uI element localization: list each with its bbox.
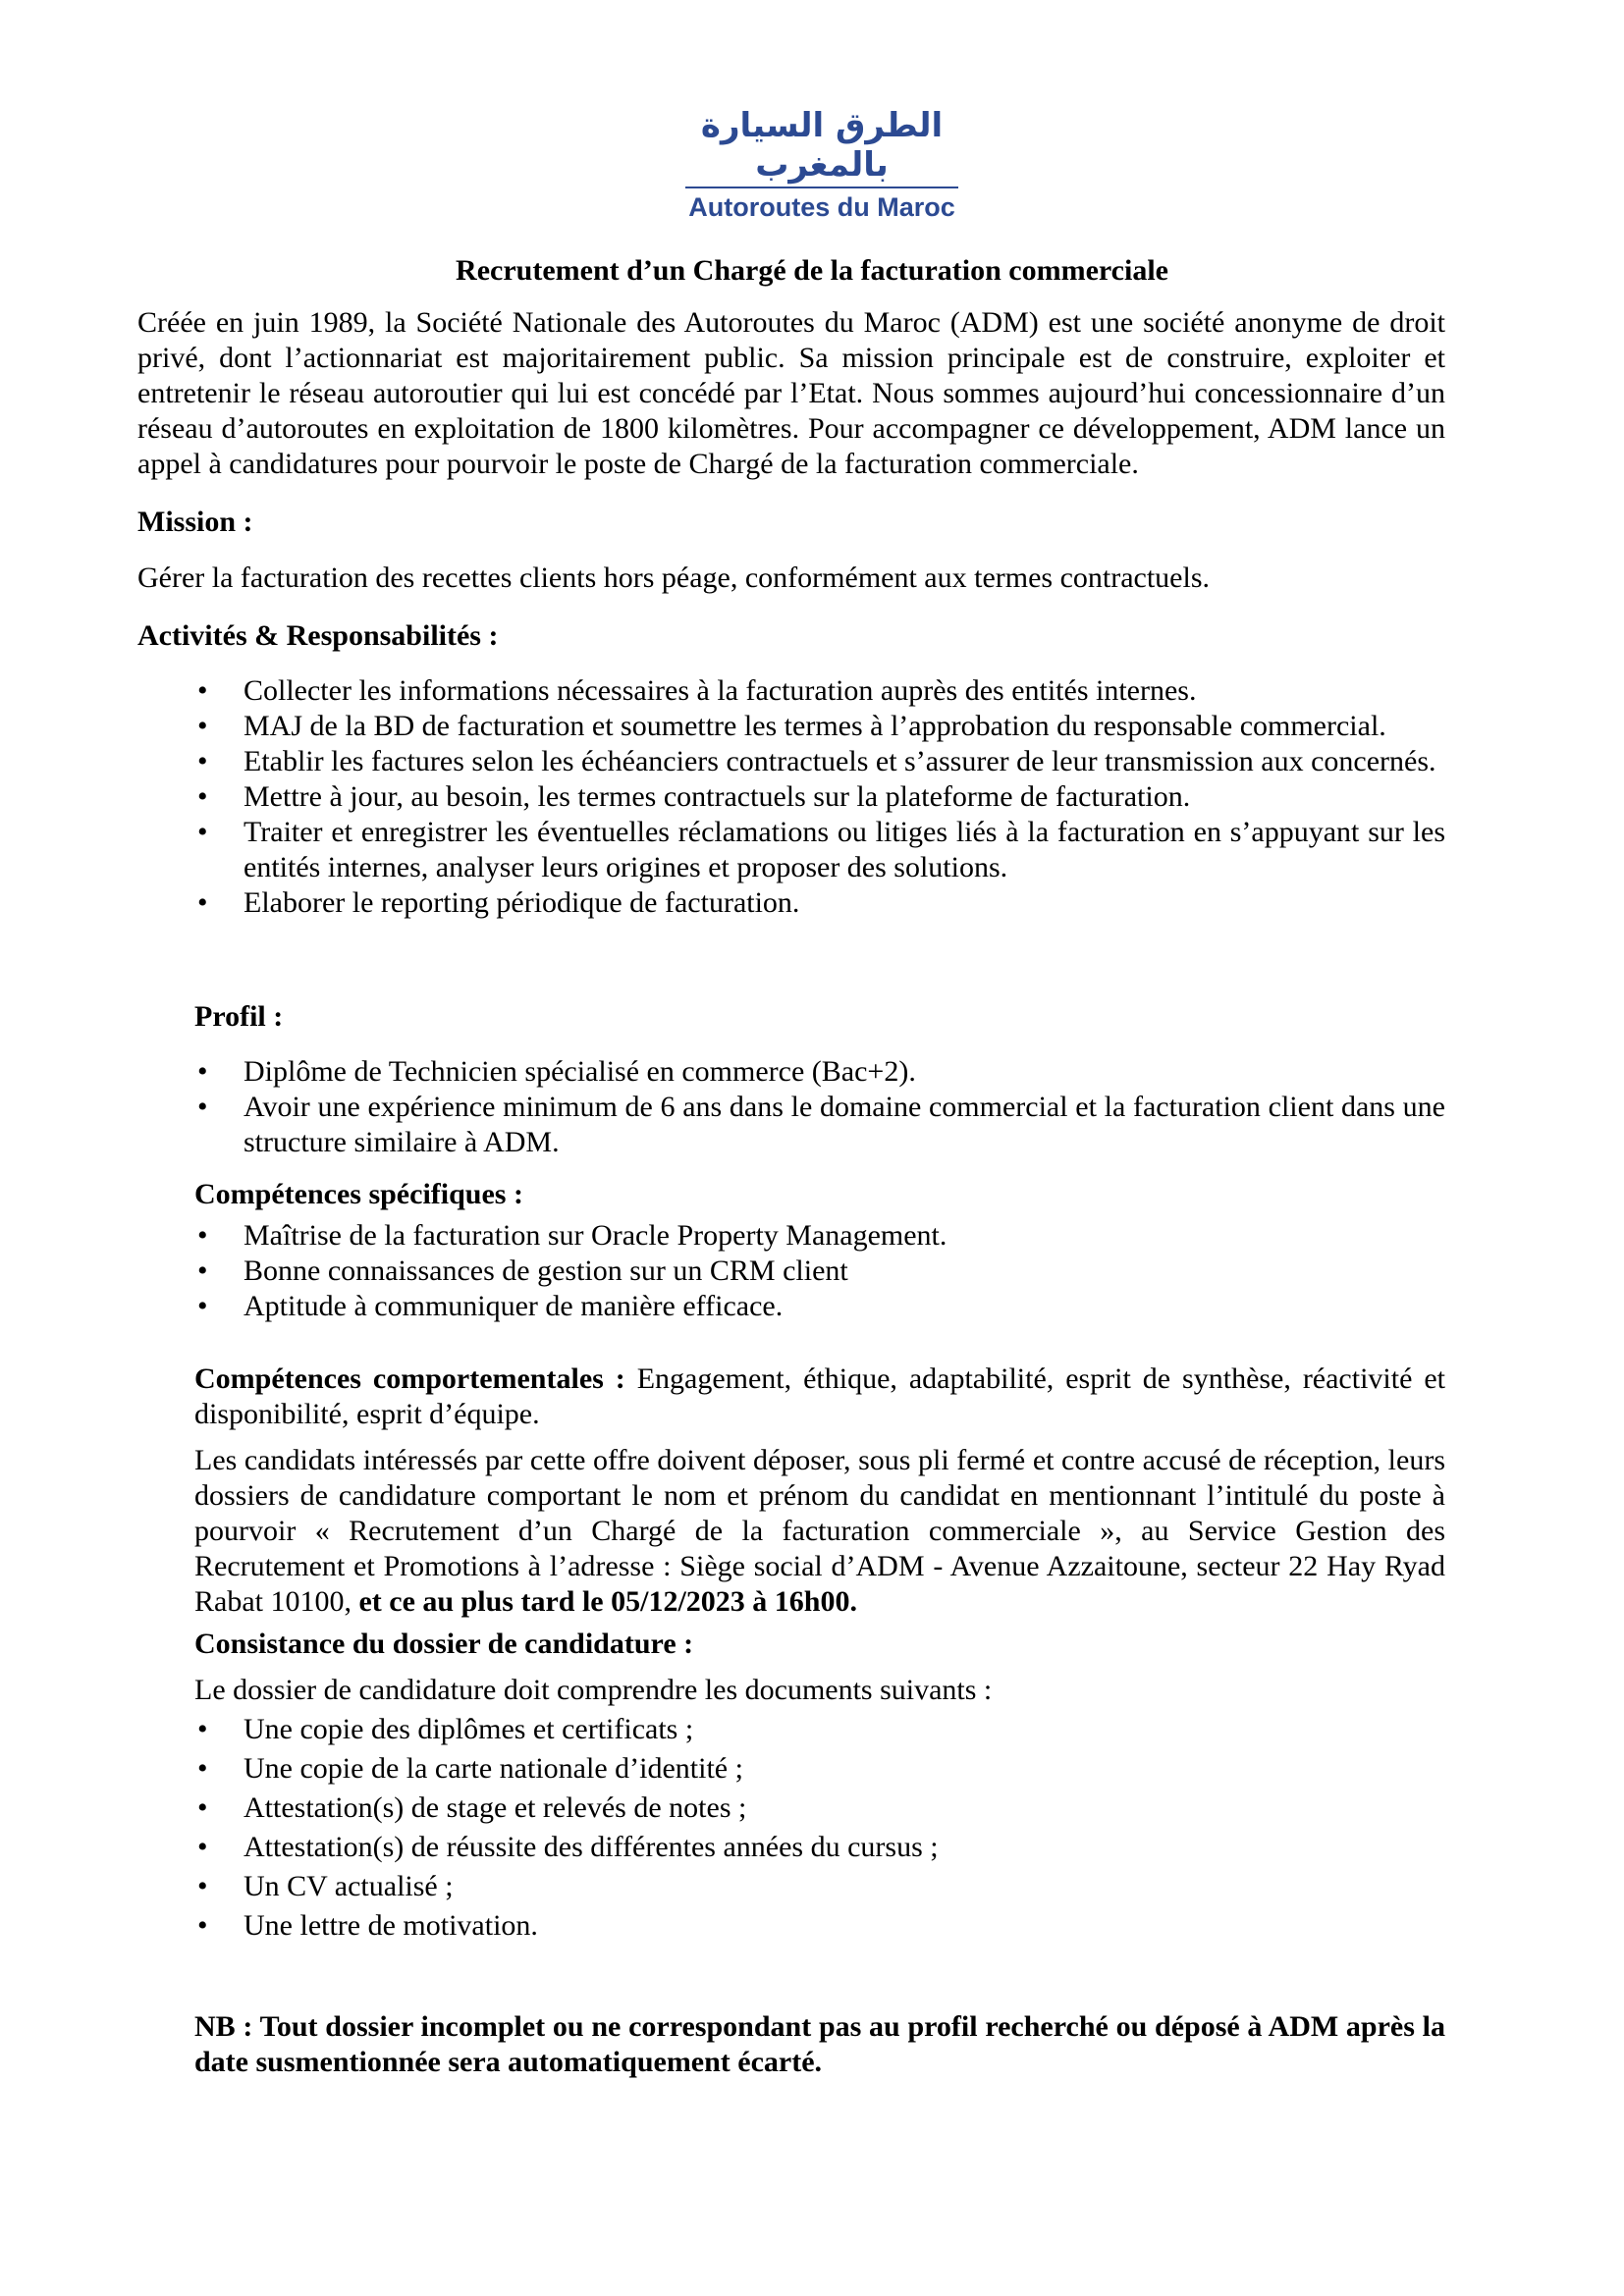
list-item: • Elaborer le reporting périodique de facturation.: [194, 885, 1445, 921]
list-item: • Une copie de la carte nationale d’identité ;: [194, 1751, 1445, 1787]
dossier-intro: Le dossier de candidature doit comprendre les documents suivants :: [194, 1674, 993, 1706]
list-item: • Collecter les informations nécessaires à la facturation auprès des entités internes.: [194, 673, 1445, 709]
behavioral-skills-paragraph: [194, 1362, 1445, 1432]
list-item: • Avoir une expérience minimum de 6 ans dans le domaine commercial et la facturation client dans une structure similaire à ADM.: [194, 1090, 1445, 1160]
list-item: • Une lettre de motivation.: [194, 1908, 1445, 1944]
dossier-list: [194, 1712, 1445, 1948]
list-item: • Aptitude à communiquer de manière efficace.: [194, 1289, 1445, 1324]
list-item: • Bonne connaissances de gestion sur un CRM client: [194, 1254, 1445, 1289]
application-paragraph: [194, 1443, 1445, 1620]
list-item: • Une copie des diplômes et certificats ;: [194, 1712, 1445, 1747]
list-item: • Maîtrise de la facturation sur Oracle Property Management.: [194, 1218, 1445, 1254]
list-item: • Traiter et enregistrer les éventuelles réclamations ou litiges liés à la facturation en s’appuyant sur les entités internes, analyser leurs origines et proposer des solutions.: [194, 815, 1445, 885]
specific-skills-heading: Compétences spécifiques :: [194, 1178, 523, 1210]
behavioral-skills-text: Engagement, éthique, adaptabilité, esprit de synthèse, réactivité et disponibilité, esprit d’équipe.: [194, 1362, 1446, 1430]
list-item: • Etablir les factures selon les échéanciers contractuels et s’assurer de leur transmission aux concernés.: [194, 744, 1445, 779]
mission-heading: Mission :: [137, 506, 253, 538]
intro-paragraph: Créée en juin 1989, la Société Nationale des Autoroutes du Maroc (ADM) est une société anonyme de droit privé, dont l’actionnariat est majoritairement public. Sa mission principale est de construire, exploiter et entretenir le réseau autoroutier qui lui est concédé par l’Etat. Nous sommes aujourd’hui concessionnaire d’un réseau d’autoroutes en exploitation de 1800 kilomètres. Pour accompagner ce développement, ADM lance un appel à candidatures pour pourvoir le poste de Chargé de la facturation commerciale.: [137, 306, 1445, 480]
logo-divider: [685, 187, 958, 188]
list-item: • Mettre à jour, au besoin, les termes contractuels sur la plateforme de facturation.: [194, 779, 1445, 815]
specific-skills-list: [194, 1218, 1445, 1324]
list-item: • Attestation(s) de stage et relevés de notes ;: [194, 1790, 1445, 1826]
adm-logo: [679, 106, 964, 222]
dossier-heading: Consistance du dossier de candidature :: [194, 1628, 694, 1660]
application-deadline: et ce au plus tard le 05/12/2023 à 16h00.: [351, 1585, 857, 1618]
page-title: Recrutement d’un Chargé de la facturation commerciale: [456, 254, 1168, 287]
activities-heading: Activités & Responsabilités :: [137, 619, 499, 652]
list-item: • Attestation(s) de réussite des différentes années du cursus ;: [194, 1830, 1445, 1865]
note-paragraph: NB : Tout dossier incomplet ou ne correspondant pas au profil recherché ou déposé à ADM après la date susmentionnée sera automatiquement écarté.: [194, 2010, 1445, 2078]
activities-list: [194, 673, 1445, 921]
list-item: • MAJ de la BD de facturation et soumettre les termes à l’approbation du responsable commercial.: [194, 709, 1445, 744]
profile-heading: Profil :: [194, 1000, 284, 1033]
list-item: • Un CV actualisé ;: [194, 1869, 1445, 1904]
mission-text: Gérer la facturation des recettes clients hors péage, conformément aux termes contractuels.: [137, 561, 1211, 594]
logo-french-text: Autoroutes du Maroc: [688, 192, 955, 222]
profile-list: [194, 1054, 1445, 1160]
list-item: • Diplôme de Technicien spécialisé en commerce (Bac+2).: [194, 1054, 1445, 1090]
logo-arabic-text: الطرق السيارة بالمغرب: [700, 106, 944, 185]
application-text: Les candidats intéressés par cette offre doivent déposer, sous pli fermé et contre accusé de réception, leurs dossiers de candidature comportant le nom et prénom du candidat en mentionnant l’intitulé du poste à pourvoir « Recrutement d’un Chargé de la facturation commerciale », au Service Gestion des Recrutement et Promotions à l’adresse : Siège social d’ADM - Avenue Azzaitoune, secteur 22 Hay Ryad Rabat 10100,: [194, 1444, 1445, 1618]
behavioral-skills-heading: Compétences comportementales :: [194, 1362, 625, 1395]
